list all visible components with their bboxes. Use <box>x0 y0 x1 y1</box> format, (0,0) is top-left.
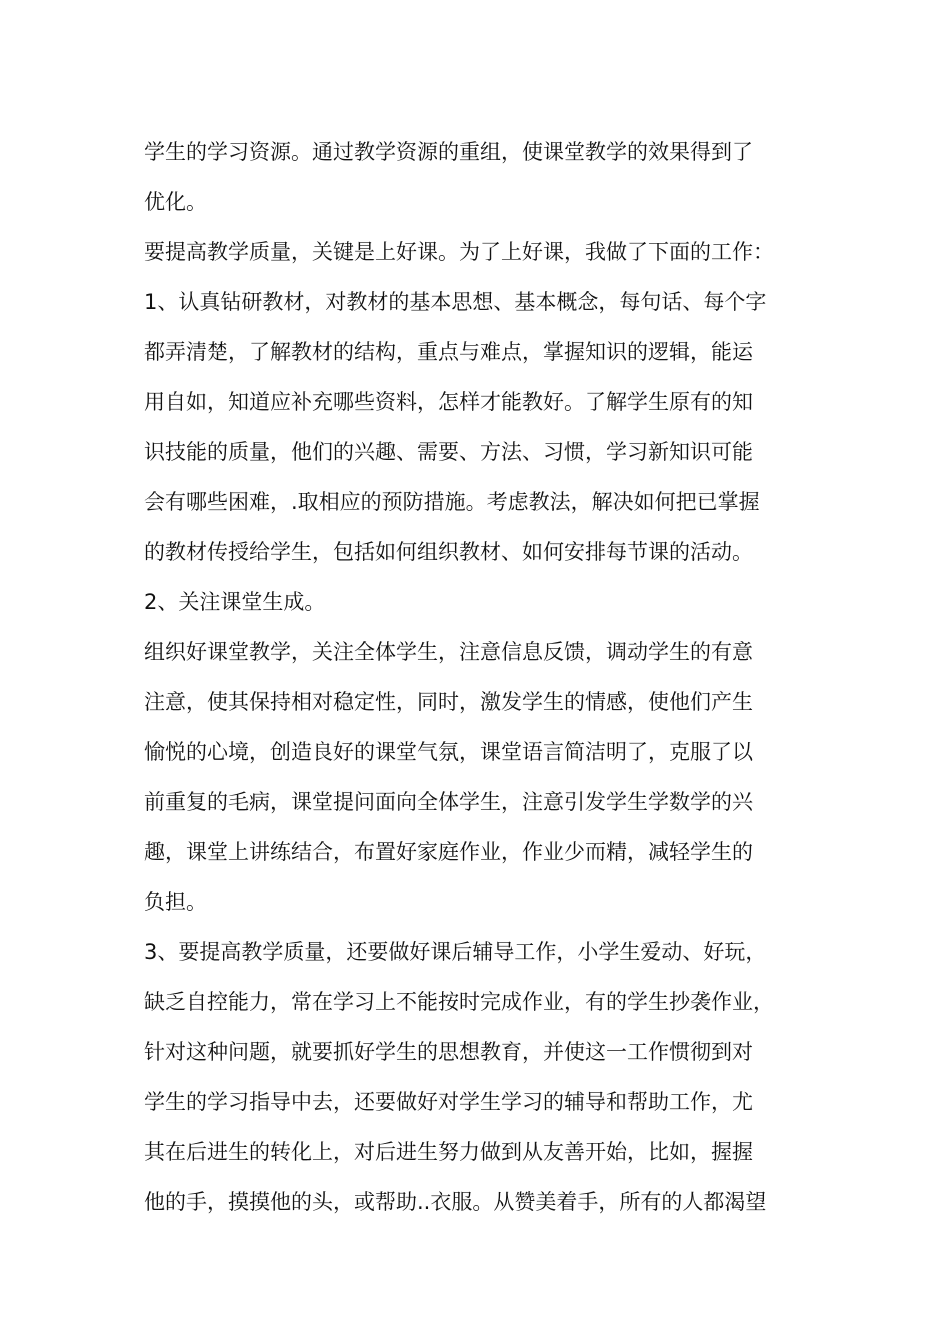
text-line: 要提高教学质量，关键是上好课。为了上好课，我做了下面的工作： <box>144 240 774 264</box>
text-line: 愉悦的心境，创造良好的课堂气氛，课堂语言简洁明了，克服了以 <box>144 740 753 764</box>
document-body <box>144 127 844 1227</box>
text-line: 的教材传授给学生，包括如何组织教材、如何安排每节课的活动。 <box>144 540 753 564</box>
text-line: 优化。 <box>144 190 207 214</box>
text-line: 用自如，知道应补充哪些资料，怎样才能教好。了解学生原有的知 <box>144 390 753 414</box>
text-line: 3、要提高教学质量，还要做好课后辅导工作，小学生爱动、好玩， <box>144 940 767 964</box>
text-line: 组织好课堂教学，关注全体学生，注意信息反馈，调动学生的有意 <box>144 640 753 664</box>
text-line: 学生的学习指导中去，还要做好对学生学习的辅导和帮助工作，尤 <box>144 1090 753 1114</box>
text-line: 会有哪些困难，.取相应的预防措施。考虑教法，解决如何把已掌握 <box>144 490 760 514</box>
text-line: 前重复的毛病，课堂提问面向全体学生，注意引发学生学数学的兴 <box>144 790 753 814</box>
text-line: 负担。 <box>144 890 207 914</box>
text-line: 1、认真钻研教材，对教材的基本思想、基本概念，每句话、每个字 <box>144 290 767 314</box>
text-line: 其在后进生的转化上，对后进生努力做到从友善开始，比如，握握 <box>144 1140 753 1164</box>
text-line: 他的手，摸摸他的头，或帮助..衣服。从赞美着手，所有的人都渴望 <box>144 1190 767 1214</box>
text-line: 2、关注课堂生成。 <box>144 590 326 614</box>
text-line: 学生的学习资源。通过教学资源的重组，使课堂教学的效果得到了 <box>144 140 753 164</box>
text-line: 趣，课堂上讲练结合，布置好家庭作业，作业少而精，减轻学生的 <box>144 840 753 864</box>
text-line: 识技能的质量，他们的兴趣、需要、方法、习惯，学习新知识可能 <box>144 440 753 464</box>
text-line: 针对这种问题，就要抓好学生的思想教育，并使这一工作惯彻到对 <box>144 1040 753 1064</box>
text-line: 缺乏自控能力，常在学习上不能按时完成作业，有的学生抄袭作业， <box>144 990 774 1014</box>
text-line: 注意，使其保持相对稳定性，同时，激发学生的情感，使他们产生 <box>144 690 753 714</box>
text-line: 都弄清楚，了解教材的结构，重点与难点，掌握知识的逻辑，能运 <box>144 340 753 364</box>
